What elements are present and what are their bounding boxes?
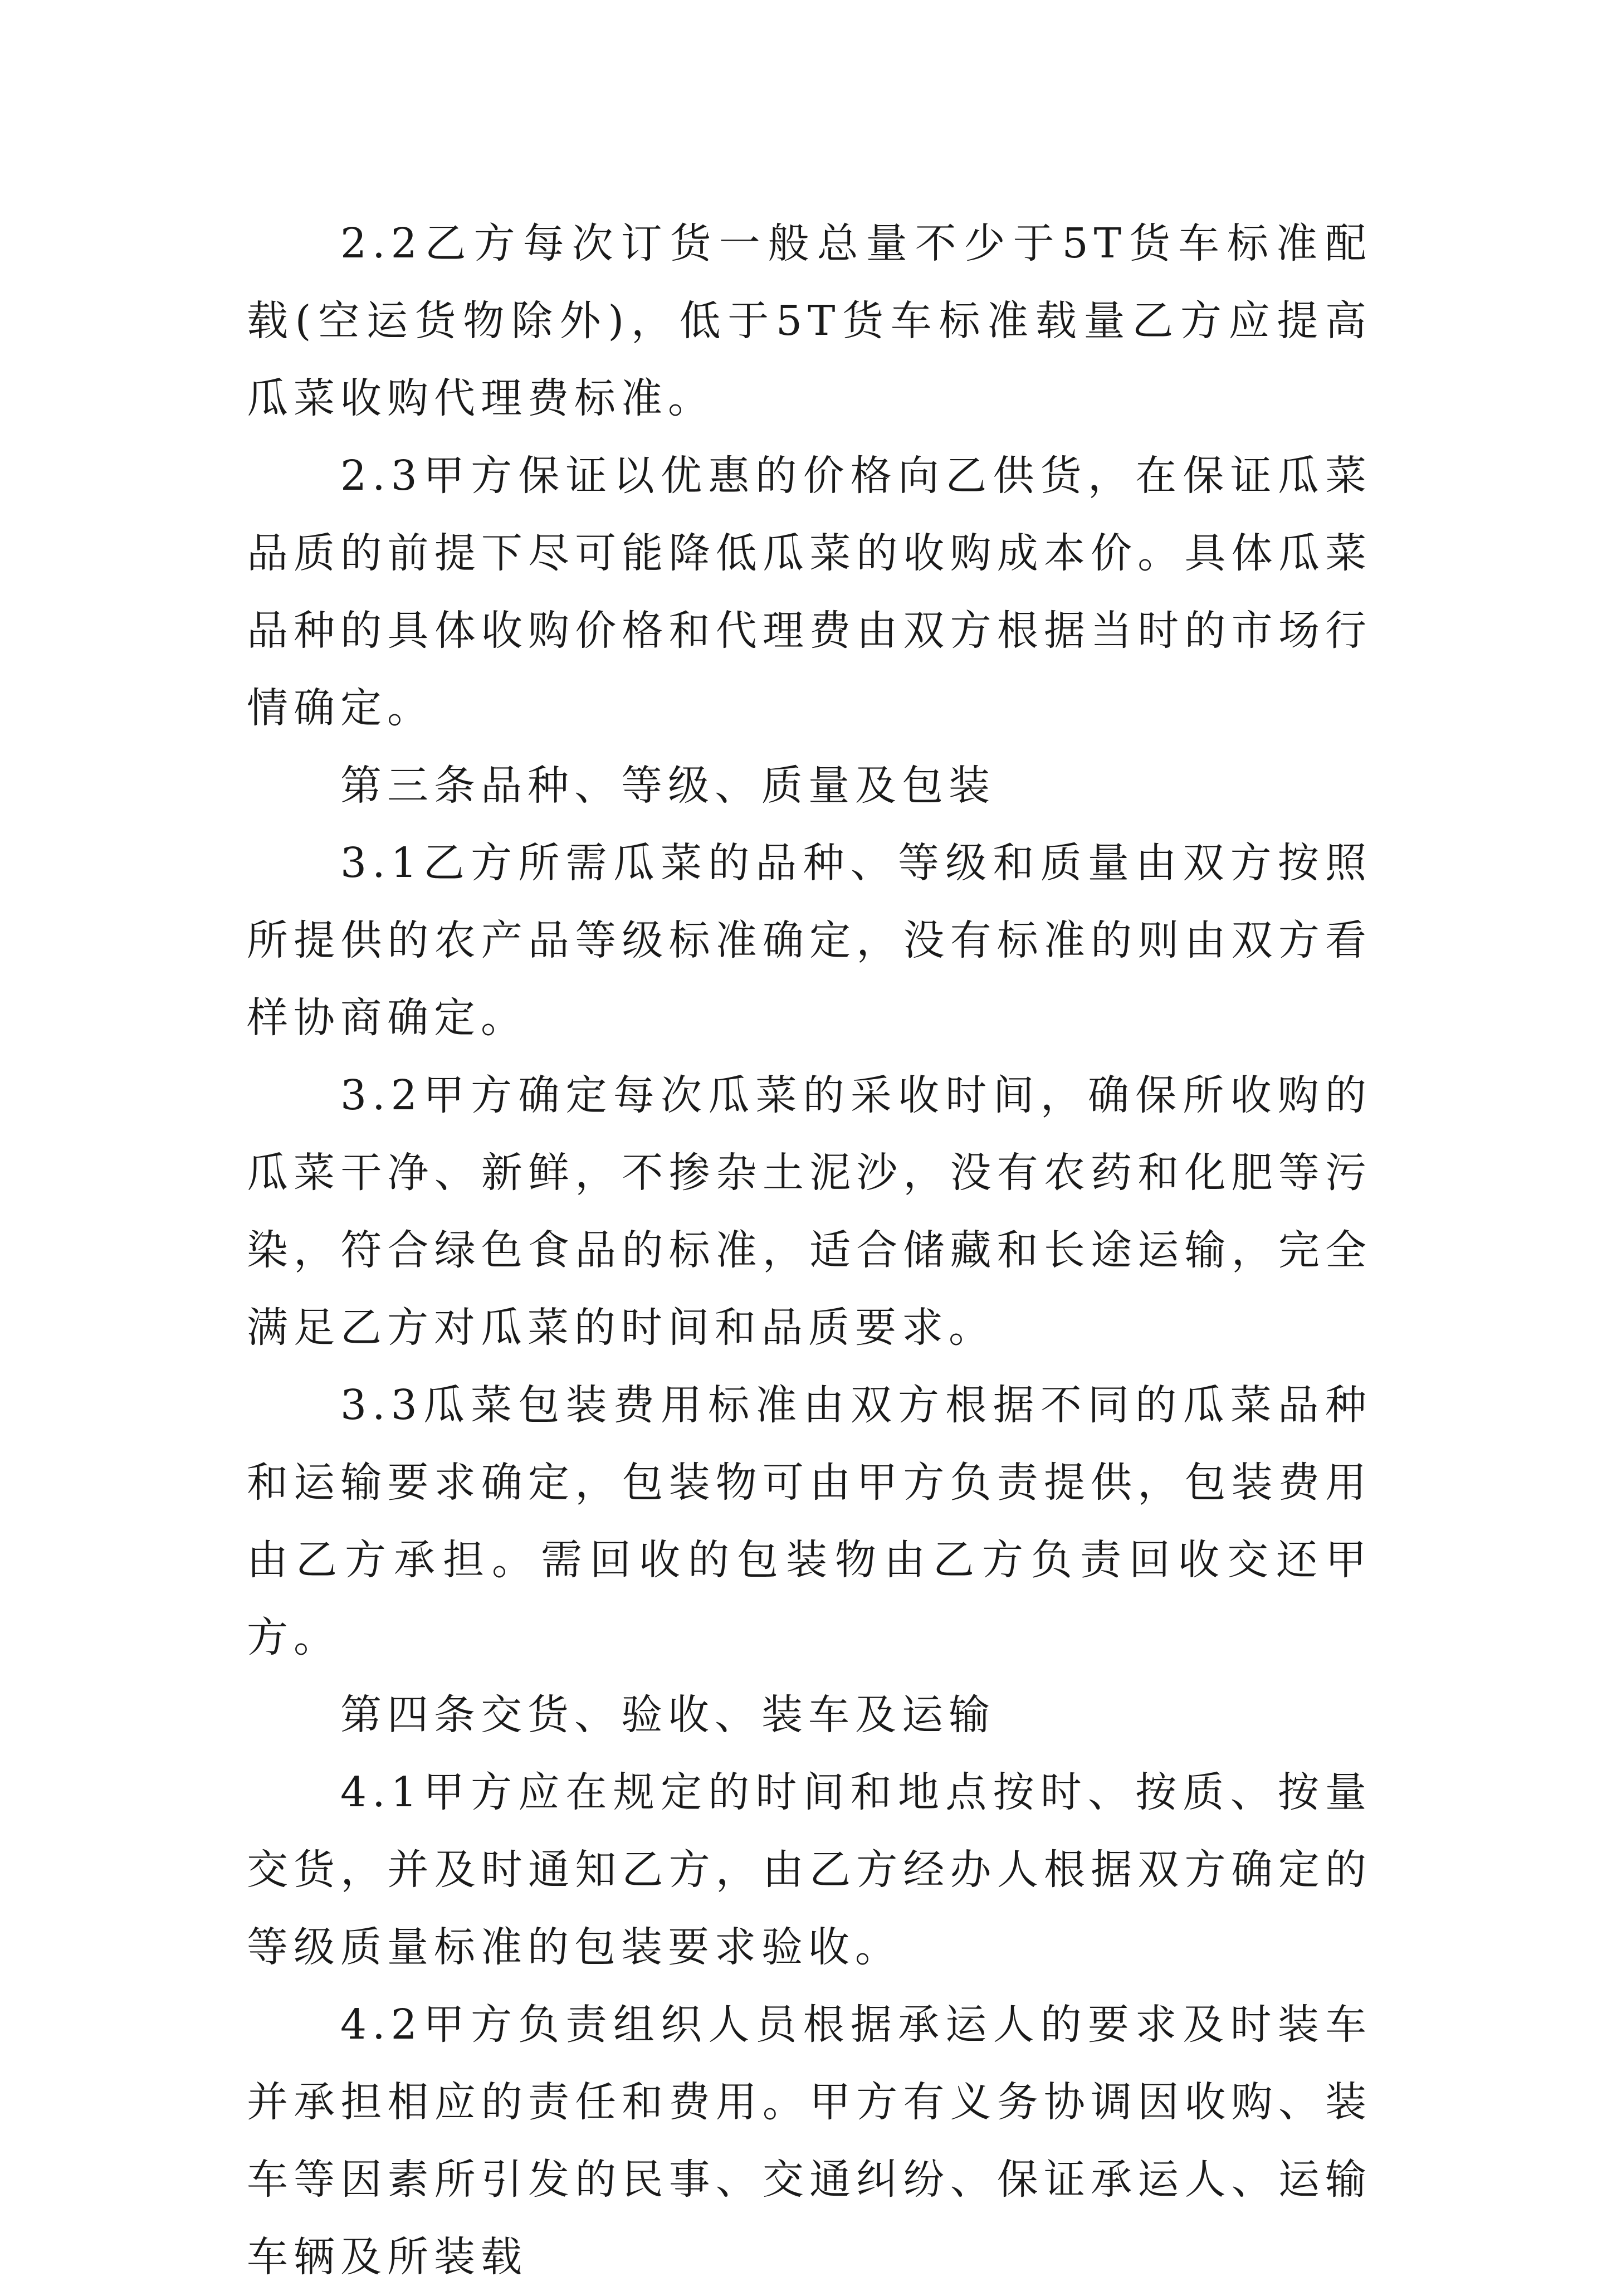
paragraph-4-1: 4.1甲方应在规定的时间和地点按时、按质、按量交货，并及时通知乙方，由乙方经办人根据双方确定的等级质量标准的包装要求验收。 xyxy=(247,1768,1372,1971)
document-body xyxy=(247,205,1372,2296)
paragraph-3-1: 3.1乙方所需瓜菜的品种、等级和质量由双方按照所提供的农产品等级标准确定，没有标准的则由双方看样协商确定。 xyxy=(247,839,1372,1042)
paragraph-3-2: 3.2甲方确定每次瓜菜的采收时间，确保所收购的瓜菜干净、新鲜，不掺杂土泥沙，没有农药和化肥等污染，符合绿色食品的标准，适合储藏和长途运输，完全满足乙方对瓜菜的时间和品质要求。 xyxy=(247,1071,1372,1352)
paragraph-2-2: 2.2乙方每次订货一般总量不少于5T货车标准配载(空运货物除外)，低于5T货车标准载量乙方应提高瓜菜收购代理费标准。 xyxy=(247,220,1372,422)
section-heading-article-4: 第四条交货、验收、装车及运输 xyxy=(340,1691,995,1739)
paragraph-4-2: 4.2甲方负责组织人员根据承运人的要求及时装车并承担相应的责任和费用。甲方有义务协调因收购、装车等因素所引发的民事、交通纠纷、保证承运人、运输车辆及所装载 xyxy=(247,2001,1372,2281)
paragraph-3-3: 3.3瓜菜包装费用标准由双方根据不同的瓜菜品种和运输要求确定，包装物可由甲方负责提供，包装费用由乙方承担。需回收的包装物由乙方负责回收交还甲方。 xyxy=(247,1381,1372,1661)
section-heading-article-3: 第三条品种、等级、质量及包装 xyxy=(340,762,995,810)
paragraph-2-3: 2.3甲方保证以优惠的价格向乙供货，在保证瓜菜品质的前提下尽可能降低瓜菜的收购成本价。具体瓜菜品种的具体收购价格和代理费由双方根据当时的市场行情确定。 xyxy=(247,452,1372,732)
